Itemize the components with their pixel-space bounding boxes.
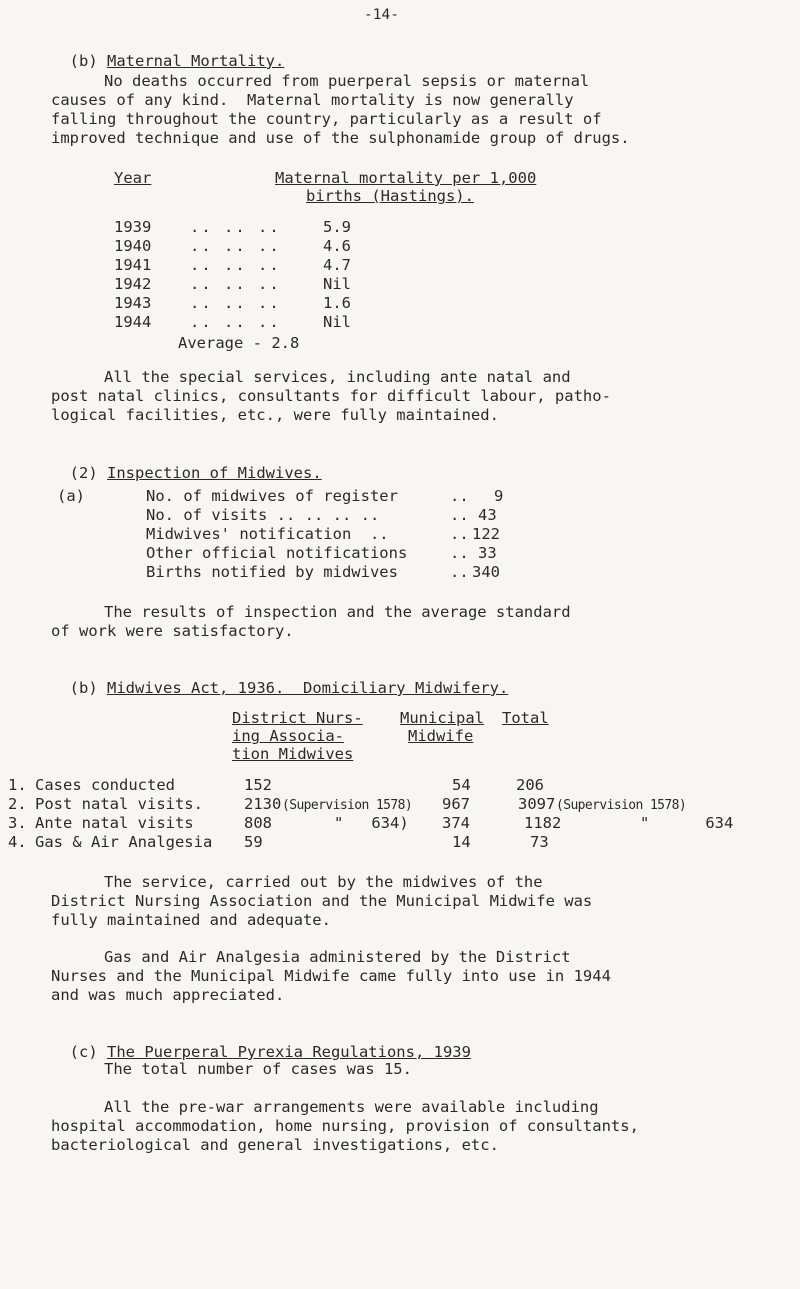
item-label: Other official notifications (146, 544, 408, 562)
item-value: 340 (472, 563, 500, 581)
total-cell: 73 (530, 833, 549, 851)
section-title: The Puerperal Pyrexia Regulations, 1939 (107, 1043, 471, 1061)
total-column-header: Total (502, 709, 549, 727)
prewar-line: bacteriological and general investigations, etc. (51, 1136, 499, 1154)
dnam-note: " 634) (334, 814, 409, 832)
service-line: District Nursing Association and the Municipal Midwife was (51, 892, 593, 910)
intro-line: improved technique and use of the sulphonamide group of drugs. (51, 129, 630, 147)
leader-dots: .. (450, 563, 469, 581)
section-heading-inspection (51, 445, 322, 483)
leader-dots: .. (450, 506, 469, 524)
gas-line: Nurses and the Municipal Midwife came fully into use in 1944 (51, 967, 611, 985)
section-marker: (b) (69, 52, 98, 70)
section-title: Maternal Mortality. (107, 52, 285, 70)
municipal-column-header: Midwife (408, 727, 474, 745)
section-marker: (2) (69, 464, 98, 482)
leader-dots: .. .. .. (190, 275, 281, 293)
row-label: Cases conducted (35, 776, 175, 794)
services-line: All the special services, including ante natal and (104, 368, 571, 386)
item-value: 122 (472, 525, 500, 543)
services-line: post natal clinics, consultants for difficult labour, patho- (51, 387, 611, 405)
dnam-column-header: District Nurs- (232, 709, 363, 727)
gas-line: Gas and Air Analgesia administered by the District (104, 948, 571, 966)
rate-cell: 1.6 (323, 294, 351, 312)
total-note: (Supervision 1578) (556, 798, 687, 813)
dnam-cell: 152 (244, 776, 272, 794)
rate-cell: 4.6 (323, 237, 351, 255)
leader-dots: .. .. .. (190, 313, 281, 331)
dnam-note: (Supervision 1578) (282, 798, 413, 813)
intro-line: No deaths occurred from puerperal sepsis or maternal (104, 72, 590, 90)
row-number: 1. (8, 776, 27, 794)
services-line: logical facilities, etc., were fully maintained. (51, 406, 499, 424)
gas-line: and was much appreciated. (51, 986, 285, 1004)
item-value: 43 (478, 506, 497, 524)
year-cell: 1942 (114, 275, 152, 293)
dnam-cell: 2130 (244, 795, 282, 813)
rate-cell: Nil (323, 275, 351, 293)
section-heading-maternal-mortality (51, 33, 284, 71)
leader-dots: .. (450, 544, 469, 562)
leader-dots: .. (450, 525, 469, 543)
leader-dots: .. .. .. (190, 218, 281, 236)
item-label: No. of visits .. .. .. .. (146, 506, 380, 524)
dnam-column-header: ing Associa- (232, 727, 344, 745)
year-cell: 1943 (114, 294, 152, 312)
leader-dots: .. .. .. (190, 237, 281, 255)
service-line: fully maintained and adequate. (51, 911, 331, 929)
row-number: 3. (8, 814, 27, 832)
section-title: Inspection of Midwives. (107, 464, 322, 482)
row-label: Ante natal visits (35, 814, 194, 832)
section-marker: (c) (69, 1043, 98, 1061)
item-value: 33 (478, 544, 497, 562)
total-note: " 634 (640, 814, 734, 832)
dnam-cell: 59 (244, 833, 263, 851)
leader-dots: .. .. .. (190, 256, 281, 274)
municipal-cell: 374 (442, 814, 470, 832)
municipal-cell: 14 (452, 833, 471, 851)
item-label: No. of midwives of register (146, 487, 398, 505)
prewar-line: hospital accommodation, home nursing, provision of consultants, (51, 1117, 639, 1135)
section-heading-midwives-act (51, 660, 508, 698)
year-cell: 1941 (114, 256, 152, 274)
row-number: 4. (8, 833, 27, 851)
results-line: of work were satisfactory. (51, 622, 294, 640)
municipal-cell: 54 (452, 776, 471, 794)
prewar-line: All the pre-war arrangements were available including (104, 1098, 599, 1116)
total-cell: 3097 (518, 795, 556, 813)
year-cell: 1944 (114, 313, 152, 331)
row-label: Post natal visits. (35, 795, 203, 813)
section-title: Midwives Act, 1936. Domiciliary Midwifery. (107, 679, 509, 697)
section-heading-puerperal (51, 1024, 471, 1062)
subsection-marker: (a) (57, 487, 85, 505)
rate-column-subheader: births (Hastings). (306, 187, 474, 205)
section-marker: (b) (69, 679, 98, 697)
rate-cell: 4.7 (323, 256, 351, 274)
row-label: Gas & Air Analgesia (35, 833, 213, 851)
page-number: -14- (364, 7, 399, 23)
total-cases-line: The total number of cases was 15. (104, 1060, 412, 1078)
dnam-cell: 808 (244, 814, 272, 832)
year-column-header: Year (114, 169, 152, 187)
total-cell: 206 (516, 776, 544, 794)
dnam-column-header: tion Midwives (232, 745, 354, 763)
intro-line: causes of any kind. Maternal mortality is now generally (51, 91, 574, 109)
results-line: The results of inspection and the average standard (104, 603, 571, 621)
rate-column-header: Maternal mortality per 1,000 (275, 169, 537, 187)
leader-dots: .. (450, 487, 469, 505)
rate-cell: Nil (323, 313, 351, 331)
total-cell: 1182 (524, 814, 562, 832)
year-cell: 1939 (114, 218, 152, 236)
rate-cell: 5.9 (323, 218, 351, 236)
item-label: Midwives' notification .. (146, 525, 389, 543)
intro-line: falling throughout the country, particularly as a result of (51, 110, 602, 128)
leader-dots: .. .. .. (190, 294, 281, 312)
average-line: Average - 2.8 (178, 334, 300, 352)
row-number: 2. (8, 795, 27, 813)
item-label: Births notified by midwives (146, 563, 398, 581)
item-value: 9 (494, 487, 504, 505)
municipal-column-header: Municipal (400, 709, 484, 727)
municipal-cell: 967 (442, 795, 470, 813)
service-line: The service, carried out by the midwives of the (104, 873, 543, 891)
year-cell: 1940 (114, 237, 152, 255)
